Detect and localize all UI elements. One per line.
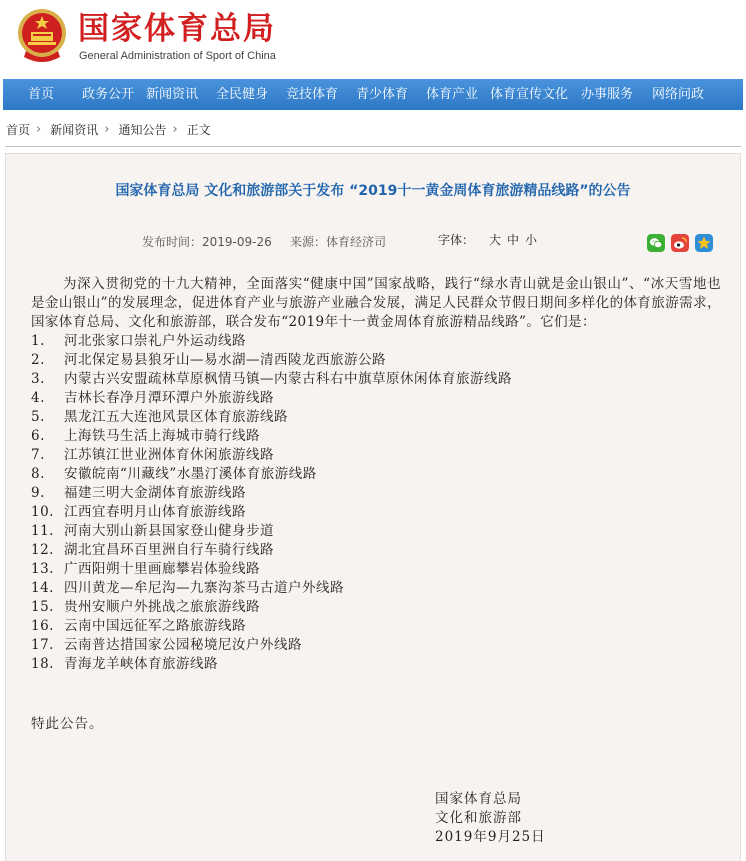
breadcrumb-separator-icon: › (172, 121, 178, 137)
nav-item-fitness[interactable]: 全民健身 (215, 87, 268, 102)
route-item (31, 541, 721, 560)
route-item (31, 655, 721, 674)
route-text: 福建三明大金湖体育旅游线路 (64, 485, 246, 501)
route-item (31, 579, 721, 598)
nav-item-government-affairs[interactable]: 政务公开 (81, 87, 134, 102)
route-number: 3. (31, 371, 45, 387)
main-nav (3, 79, 743, 110)
route-number: 1. (31, 333, 45, 349)
route-item (31, 389, 721, 408)
route-item (31, 465, 721, 484)
signature-block (435, 790, 546, 847)
route-number: 6. (31, 428, 45, 444)
route-text: 上海铁马生活上海城市骑行线路 (64, 428, 260, 444)
signature-line: 文化和旅游部 (435, 810, 522, 826)
route-item (31, 446, 721, 465)
breadcrumb-item[interactable]: 新闻资讯 (50, 122, 99, 137)
route-item (31, 408, 721, 427)
route-item (31, 351, 721, 370)
article-closing: 特此公告。 (31, 716, 104, 732)
breadcrumb-separator-icon: › (104, 121, 110, 137)
nav-item-online-inquiry[interactable]: 网络问政 (651, 87, 704, 102)
route-number: 12. (31, 542, 54, 558)
route-number: 13. (31, 561, 54, 577)
font-size-small-button[interactable]: 小 (525, 233, 538, 247)
route-text: 贵州安顺户外挑战之旅旅游线路 (64, 599, 260, 615)
route-number: 15. (31, 599, 54, 615)
route-number: 11. (31, 523, 54, 539)
national-emblem-icon[interactable] (16, 7, 68, 63)
route-item (31, 560, 721, 579)
nav-item-news[interactable]: 新闻资讯 (145, 87, 198, 102)
route-item (31, 598, 721, 617)
route-text: 河北保定易县狼牙山—易水湖—清西陵龙西旅游公路 (64, 352, 386, 368)
route-text: 江苏镇江世业洲体育休闲旅游线路 (64, 447, 274, 463)
breadcrumb-item[interactable]: 首页 (6, 122, 31, 137)
article-body (31, 275, 721, 674)
breadcrumb-item: 正文 (186, 122, 211, 137)
route-number: 8. (31, 466, 45, 482)
route-text: 安徽皖南“川藏线”水墨汀溪体育旅游线路 (64, 466, 317, 482)
nav-item-competitive-sports[interactable]: 竞技体育 (285, 87, 338, 102)
signature-date: 2019年9月25日 (435, 829, 546, 845)
article-intro: 为深入贯彻党的十九大精神，全面落实“健康中国”国家战略，践行“绿水青山就是金山银山”、“冰天雪地也是金山银山”的发展理念，促进体育产业与旅游产业融合发展，满足人民群众节假日期间多样化的体育旅游需求，国家体育总局、文化和旅游部，联合发布“2019年十一黄金周体育旅游精品线路”。它们是： (31, 276, 721, 330)
route-item (31, 370, 721, 389)
route-item (31, 427, 721, 446)
breadcrumb-divider (5, 146, 741, 147)
route-text: 四川黄龙—牟尼沟—九寨沟茶马古道户外线路 (64, 580, 344, 596)
route-text: 云南中国远征军之路旅游线路 (64, 618, 246, 634)
site-name[interactable]: 国家体育总局 (78, 11, 276, 47)
route-text: 江西宜春明月山体育旅游线路 (64, 504, 246, 520)
route-text: 河北张家口崇礼户外运动线路 (64, 333, 246, 349)
route-item (31, 522, 721, 541)
route-text: 云南普达措国家公园秘境尼汝户外线路 (64, 637, 302, 653)
article-title: 国家体育总局 文化和旅游部关于发布 “2019十一黄金周体育旅游精品线路”的公告 (115, 183, 631, 199)
route-item (31, 503, 721, 522)
article-source: 来源：体育经济司 (290, 235, 387, 249)
route-text: 黑龙江五大连池风景区体育旅游线路 (64, 409, 288, 425)
route-text: 吉林长春净月潭环潭户外旅游线路 (64, 390, 274, 406)
breadcrumb (6, 120, 211, 138)
route-number: 18. (31, 656, 54, 672)
route-text: 河南大别山新县国家登山健身步道 (64, 523, 274, 539)
route-number: 7. (31, 447, 45, 463)
route-text: 湖北宜昌环百里洲自行车骑行线路 (64, 542, 274, 558)
route-number: 9. (31, 485, 45, 501)
route-number: 10. (31, 504, 54, 520)
nav-item-youth-sports[interactable]: 青少体育 (355, 87, 408, 102)
route-number: 16. (31, 618, 54, 634)
route-number: 14. (31, 580, 54, 596)
route-text: 青海龙羊峡体育旅游线路 (64, 656, 218, 672)
route-number: 4. (31, 390, 45, 406)
route-number: 5. (31, 409, 45, 425)
route-number: 17. (31, 637, 54, 653)
site-header (0, 0, 746, 78)
route-text: 广西阳朔十里画廊攀岩体验线路 (64, 561, 260, 577)
qzone-icon[interactable] (695, 234, 713, 252)
font-size-label: 字体： (438, 233, 475, 247)
nav-item-home[interactable]: 首页 (27, 87, 54, 102)
route-item (31, 484, 721, 503)
publish-time: 发布时间：2019-09-26 (142, 235, 272, 249)
route-item (31, 332, 721, 351)
route-text: 内蒙古兴安盟疏林草原枫情马镇—内蒙古科右中旗草原休闲体育旅游线路 (64, 371, 512, 387)
weibo-icon[interactable] (671, 234, 689, 252)
font-size-medium-button[interactable]: 中 (507, 233, 520, 247)
route-item (31, 617, 721, 636)
font-size-control (438, 231, 540, 248)
nav-item-sports-culture[interactable]: 体育宣传文化 (489, 87, 568, 102)
nav-item-services[interactable]: 办事服务 (580, 87, 633, 102)
route-list (31, 332, 721, 674)
signature-line: 国家体育总局 (435, 791, 522, 807)
breadcrumb-item[interactable]: 通知公告 (118, 122, 167, 137)
wechat-icon[interactable] (647, 234, 665, 252)
font-size-large-button[interactable]: 大 (489, 233, 502, 247)
breadcrumb-separator-icon: › (36, 121, 42, 137)
nav-item-sports-industry[interactable]: 体育产业 (425, 87, 478, 102)
site-name-english: General Administration of Sport of China (79, 50, 276, 62)
route-item (31, 636, 721, 655)
route-number: 2. (31, 352, 45, 368)
